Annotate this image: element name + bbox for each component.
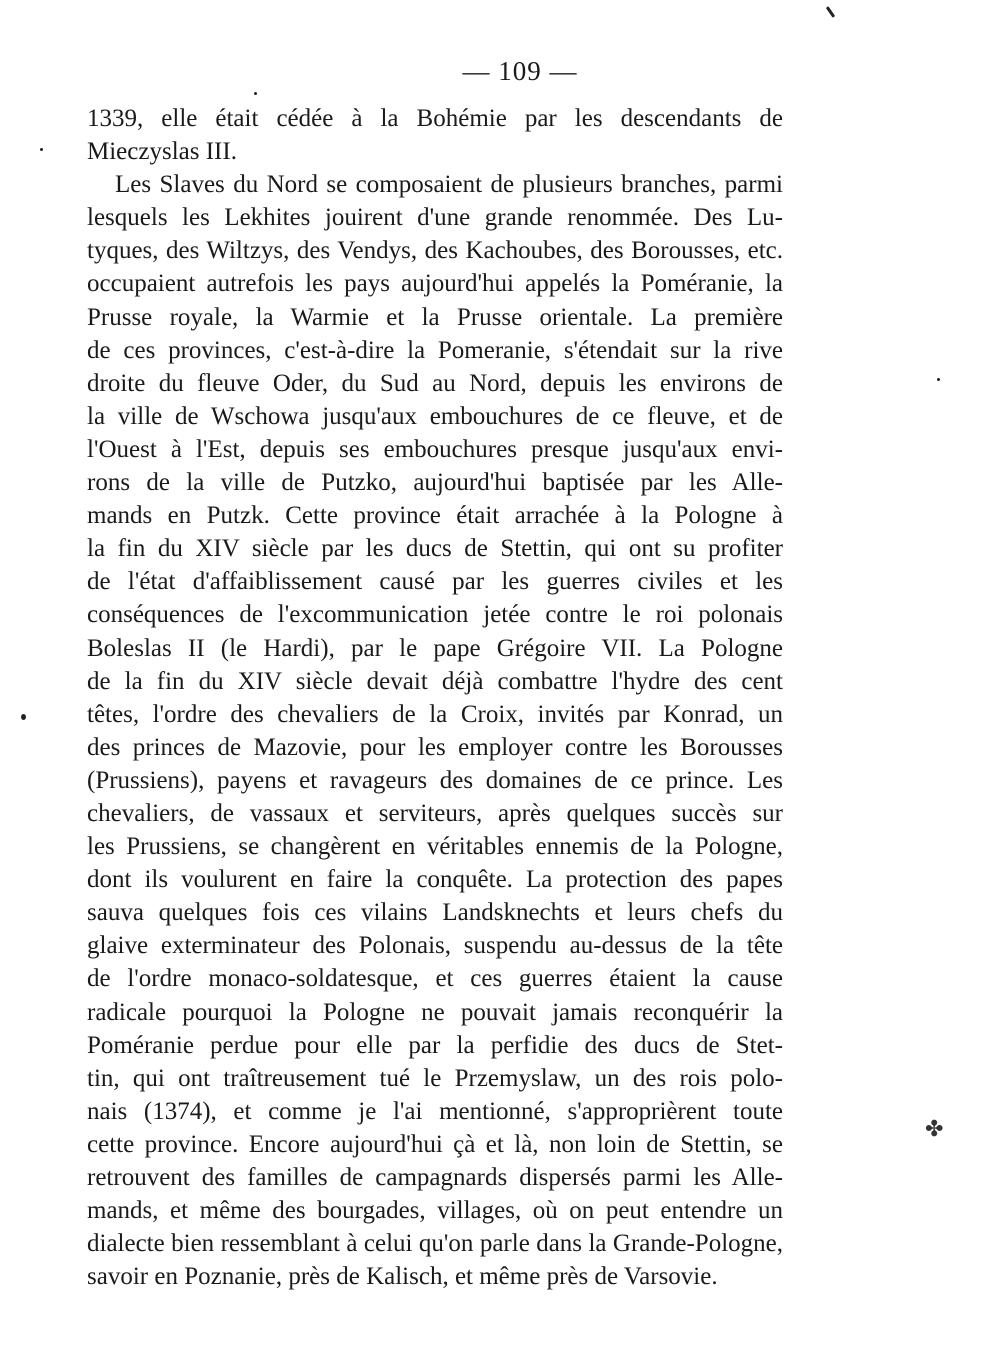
text-line: l'Ouest à l'Est, depuis ses embouchures presque jusqu'aux envi-	[87, 435, 783, 463]
text-line: retrouvent des familles de campagnards dispersés parmi les Alle-	[87, 1164, 783, 1191]
text-line: dont ils voulurent en faire la conquête. La protection des papes	[87, 866, 783, 894]
text-line: de l'état d'affaiblissement causé par les guerres civiles et les	[87, 568, 783, 596]
text-line: mands en Putzk. Cette province était arrachée à la Pologne à	[87, 502, 783, 530]
text-line: sauva quelques fois ces vilains Landsknechts et leurs chefs du	[87, 899, 783, 927]
page-number: — 109 —	[462, 56, 578, 86]
scan-speck	[21, 714, 26, 720]
body-text	[87, 102, 783, 1293]
text-line: savoir en Poznanie, près de Kalisch, et même près de Varsovie.	[87, 1263, 718, 1291]
text-line: chevaliers, de vassaux et serviteurs, après quelques succès sur	[87, 799, 783, 827]
text-line: des princes de Mazovie, pour les employer contre les Borousses	[87, 733, 783, 761]
text-line: têtes, l'ordre des chevaliers de la Croix, invités par Konrad, un	[87, 700, 783, 728]
ink-blot-icon: ✤	[925, 1116, 944, 1141]
text-line: nais (1374), et comme je l'ai mentionné, s'approprièrent toute	[87, 1097, 783, 1125]
text-line: Boleslas II (le Hardi), par le pape Grégoire VII. La Pologne	[87, 634, 783, 662]
text-line: cette province. Encore aujourd'hui çà et là, non loin de Stettin, se	[87, 1130, 783, 1158]
text-line: de l'ordre monaco-soldatesque, et ces guerres étaient la cause	[87, 965, 783, 993]
text-line: de ces provinces, c'est-à-dire la Pomeranie, s'étendait sur la rive	[87, 336, 783, 364]
text-line: (Prussiens), payens et ravageurs des domaines de ce prince. Les	[87, 766, 783, 794]
text-line: occupaient autrefois les pays aujourd'hui appelés la Poméranie, la	[87, 270, 783, 298]
text-line: lesquels les Lekhites jouirent d'une grande renommée. Des Lu-	[87, 204, 783, 232]
scan-speck	[826, 6, 835, 18]
text-line: 1339, elle était cédée à la Bohémie par les descendants de	[87, 105, 783, 132]
scan-speck	[40, 148, 43, 151]
text-line: de la fin du XIV siècle devait déjà combattre l'hydre des cent	[87, 667, 783, 695]
text-line: mands, et même des bourgades, villages, où on peut entendre un	[87, 1197, 783, 1225]
text-line: Prusse royale, la Warmie et la Prusse orientale. La première	[87, 303, 783, 331]
text-line: rons de la ville de Putzko, aujourd'hui baptisée par les Alle-	[87, 469, 783, 497]
text-line: Les Slaves du Nord se composaient de plusieurs branches, parmi	[115, 171, 783, 199]
text-line: Poméranie perdue pour elle par la perfidie des ducs de Stet-	[87, 1031, 783, 1059]
text-line: dialecte bien ressemblant à celui qu'on parle dans la Grande-Pologne,	[87, 1230, 783, 1258]
scan-speck	[937, 378, 940, 381]
text-line: conséquences de l'excommunication jetée contre le roi polonais	[87, 601, 783, 629]
text-line: radicale pourquoi la Pologne ne pouvait jamais reconquérir la	[87, 998, 783, 1026]
text-line: la fin du XIV siècle par les ducs de Stettin, qui ont su profiter	[87, 535, 783, 563]
text-line: les Prussiens, se changèrent en véritables ennemis de la Pologne,	[87, 833, 783, 861]
text-line: Mieczyslas III.	[87, 138, 237, 166]
text-line: glaive exterminateur des Polonais, suspendu au-dessus de la tête	[87, 932, 783, 960]
text-line: droite du fleuve Oder, du Sud au Nord, depuis les environs de	[87, 369, 783, 397]
text-line: tyques, des Wiltzys, des Vendys, des Kachoubes, des Borousses, etc.	[87, 237, 783, 265]
text-line: tin, qui ont traîtreusement tué le Przemyslaw, un des rois polo-	[87, 1064, 783, 1092]
scan-speck	[254, 92, 257, 95]
text-line: la ville de Wschowa jusqu'aux embouchures de ce fleuve, et de	[87, 402, 783, 430]
